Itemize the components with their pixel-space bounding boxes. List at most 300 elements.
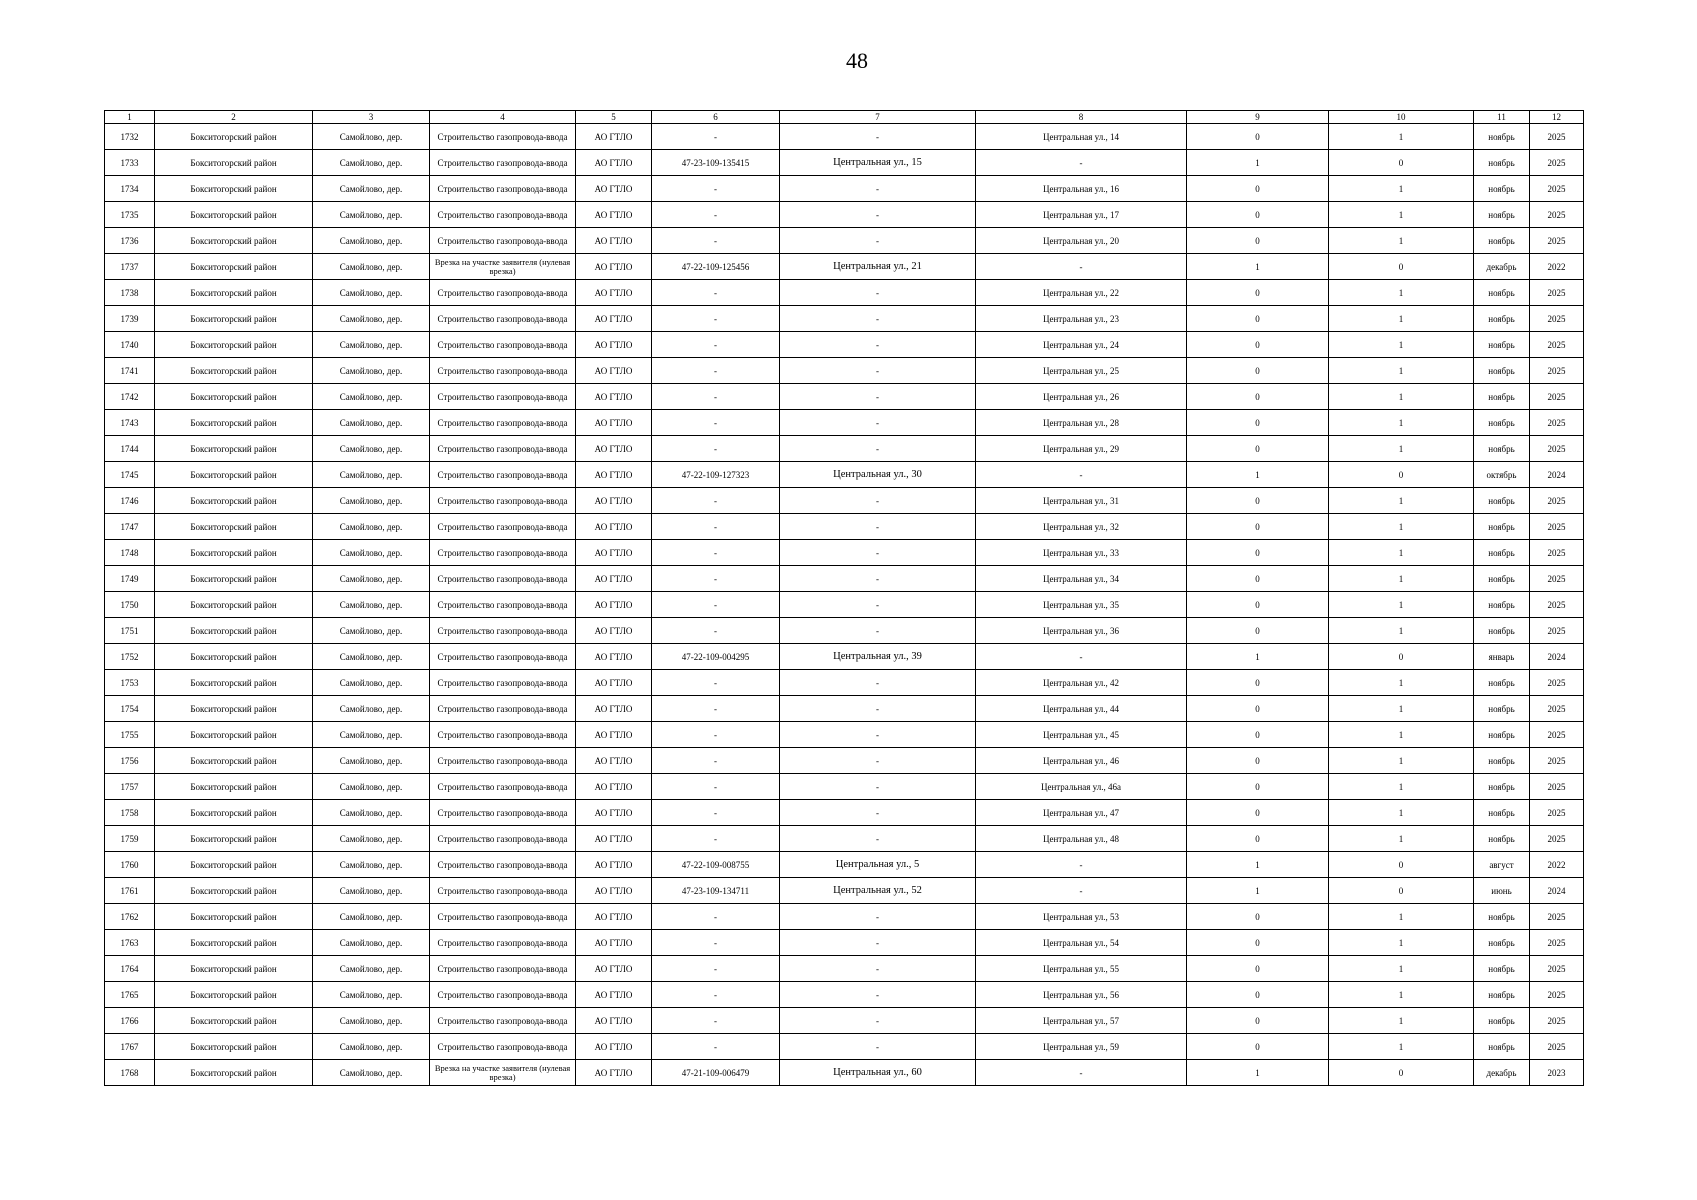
cell-cadastral-number: 47-22-109-127323	[652, 462, 780, 488]
cell-month: ноябрь	[1474, 982, 1530, 1008]
cell-district: Бокситогорский район	[155, 176, 313, 202]
cell-month: ноябрь	[1474, 384, 1530, 410]
cell-count-owned: 0	[1187, 956, 1329, 982]
cell-row-number: 1763	[105, 930, 155, 956]
table-row	[105, 618, 1584, 644]
cell-owned-address: -	[780, 930, 976, 956]
cell-count-owned: 0	[1187, 696, 1329, 722]
cell-district: Бокситогорский район	[155, 982, 313, 1008]
cell-work-type: Строительство газопровода-ввода	[430, 566, 576, 592]
cell-count-applicant: 1	[1329, 306, 1474, 332]
cell-applicant-address: Центральная ул., 35	[976, 592, 1187, 618]
cell-month: ноябрь	[1474, 306, 1530, 332]
cell-settlement: Самойлово, дер.	[313, 124, 430, 150]
cell-month: ноябрь	[1474, 618, 1530, 644]
cell-count-owned: 0	[1187, 280, 1329, 306]
cell-cadastral-number: -	[652, 332, 780, 358]
cell-applicant-address: Центральная ул., 17	[976, 202, 1187, 228]
cell-district: Бокситогорский район	[155, 592, 313, 618]
cell-owned-address: -	[780, 358, 976, 384]
cell-year: 2025	[1530, 514, 1584, 540]
cell-count-owned: 1	[1187, 1060, 1329, 1086]
cell-work-type: Строительство газопровода-ввода	[430, 332, 576, 358]
cell-district: Бокситогорский район	[155, 722, 313, 748]
table-row	[105, 956, 1584, 982]
cell-settlement: Самойлово, дер.	[313, 306, 430, 332]
cell-count-applicant: 1	[1329, 280, 1474, 306]
cell-settlement: Самойлово, дер.	[313, 878, 430, 904]
cell-district: Бокситогорский район	[155, 150, 313, 176]
cell-month: ноябрь	[1474, 514, 1530, 540]
table-row	[105, 1034, 1584, 1060]
cell-row-number: 1760	[105, 852, 155, 878]
cell-month: ноябрь	[1474, 722, 1530, 748]
cell-settlement: Самойлово, дер.	[313, 800, 430, 826]
cell-year: 2025	[1530, 904, 1584, 930]
cell-organization: АО ГТЛО	[576, 280, 652, 306]
table-row	[105, 566, 1584, 592]
cell-district: Бокситогорский район	[155, 462, 313, 488]
cell-count-applicant: 0	[1329, 150, 1474, 176]
cell-count-owned: 0	[1187, 228, 1329, 254]
cell-settlement: Самойлово, дер.	[313, 436, 430, 462]
cell-settlement: Самойлово, дер.	[313, 176, 430, 202]
cell-owned-address: -	[780, 566, 976, 592]
cell-month: ноябрь	[1474, 410, 1530, 436]
cell-count-applicant: 0	[1329, 852, 1474, 878]
cell-owned-address: Центральная ул., 21	[780, 254, 976, 280]
cell-work-type: Строительство газопровода-ввода	[430, 280, 576, 306]
cell-month: ноябрь	[1474, 930, 1530, 956]
cell-owned-address: -	[780, 280, 976, 306]
cell-settlement: Самойлово, дер.	[313, 722, 430, 748]
table-row	[105, 748, 1584, 774]
cell-applicant-address: -	[976, 852, 1187, 878]
cell-district: Бокситогорский район	[155, 280, 313, 306]
cell-month: ноябрь	[1474, 176, 1530, 202]
cell-count-owned: 0	[1187, 1008, 1329, 1034]
cell-cadastral-number: -	[652, 410, 780, 436]
cell-owned-address: Центральная ул., 15	[780, 150, 976, 176]
cell-cadastral-number: 47-22-109-008755	[652, 852, 780, 878]
cell-organization: АО ГТЛО	[576, 332, 652, 358]
cell-owned-address: -	[780, 722, 976, 748]
cell-owned-address: -	[780, 618, 976, 644]
cell-work-type: Строительство газопровода-ввода	[430, 878, 576, 904]
cell-row-number: 1743	[105, 410, 155, 436]
cell-settlement: Самойлово, дер.	[313, 852, 430, 878]
cell-cadastral-number: 47-23-109-134711	[652, 878, 780, 904]
cell-cadastral-number: -	[652, 280, 780, 306]
cell-month: ноябрь	[1474, 566, 1530, 592]
cell-owned-address: Центральная ул., 5	[780, 852, 976, 878]
cell-count-owned: 1	[1187, 462, 1329, 488]
cell-year: 2025	[1530, 1008, 1584, 1034]
cell-district: Бокситогорский район	[155, 488, 313, 514]
cell-row-number: 1753	[105, 670, 155, 696]
table-row	[105, 878, 1584, 904]
cell-owned-address: -	[780, 956, 976, 982]
cell-count-applicant: 1	[1329, 748, 1474, 774]
cell-row-number: 1766	[105, 1008, 155, 1034]
cell-count-owned: 0	[1187, 332, 1329, 358]
cell-settlement: Самойлово, дер.	[313, 1008, 430, 1034]
cell-count-applicant: 0	[1329, 878, 1474, 904]
cell-month: декабрь	[1474, 1060, 1530, 1086]
cell-settlement: Самойлово, дер.	[313, 332, 430, 358]
cell-count-applicant: 1	[1329, 618, 1474, 644]
cell-row-number: 1755	[105, 722, 155, 748]
cell-organization: АО ГТЛО	[576, 1034, 652, 1060]
cell-organization: АО ГТЛО	[576, 540, 652, 566]
cell-count-owned: 0	[1187, 384, 1329, 410]
cell-count-applicant: 1	[1329, 982, 1474, 1008]
cell-settlement: Самойлово, дер.	[313, 774, 430, 800]
cell-row-number: 1747	[105, 514, 155, 540]
table-row	[105, 306, 1584, 332]
cell-count-owned: 0	[1187, 202, 1329, 228]
table-row	[105, 488, 1584, 514]
cell-year: 2025	[1530, 202, 1584, 228]
cell-year: 2024	[1530, 462, 1584, 488]
cell-organization: АО ГТЛО	[576, 618, 652, 644]
cell-cadastral-number: -	[652, 670, 780, 696]
cell-owned-address: -	[780, 592, 976, 618]
cell-work-type: Строительство газопровода-ввода	[430, 540, 576, 566]
table-row	[105, 1060, 1584, 1086]
cell-organization: АО ГТЛО	[576, 566, 652, 592]
cell-owned-address: -	[780, 384, 976, 410]
cell-row-number: 1746	[105, 488, 155, 514]
cell-month: ноябрь	[1474, 696, 1530, 722]
cell-owned-address: -	[780, 124, 976, 150]
cell-row-number: 1752	[105, 644, 155, 670]
table-row	[105, 540, 1584, 566]
cell-district: Бокситогорский район	[155, 436, 313, 462]
cell-settlement: Самойлово, дер.	[313, 384, 430, 410]
cell-owned-address: -	[780, 514, 976, 540]
cell-settlement: Самойлово, дер.	[313, 566, 430, 592]
cell-owned-address: -	[780, 436, 976, 462]
table-row	[105, 852, 1584, 878]
cell-work-type: Врезка на участке заявителя (нулевая врезка)	[430, 254, 576, 280]
cell-year: 2025	[1530, 384, 1584, 410]
cell-count-owned: 1	[1187, 150, 1329, 176]
cell-count-owned: 0	[1187, 436, 1329, 462]
cell-district: Бокситогорский район	[155, 670, 313, 696]
cell-row-number: 1750	[105, 592, 155, 618]
cell-applicant-address: Центральная ул., 22	[976, 280, 1187, 306]
cell-district: Бокситогорский район	[155, 1034, 313, 1060]
table-row	[105, 332, 1584, 358]
table-row	[105, 280, 1584, 306]
cell-month: ноябрь	[1474, 800, 1530, 826]
cell-cadastral-number: -	[652, 1008, 780, 1034]
cell-owned-address: -	[780, 904, 976, 930]
cell-year: 2025	[1530, 956, 1584, 982]
cell-applicant-address: Центральная ул., 53	[976, 904, 1187, 930]
cell-organization: АО ГТЛО	[576, 202, 652, 228]
cell-applicant-address: Центральная ул., 47	[976, 800, 1187, 826]
cell-applicant-address: Центральная ул., 32	[976, 514, 1187, 540]
cell-cadastral-number: -	[652, 566, 780, 592]
cell-row-number: 1733	[105, 150, 155, 176]
cell-district: Бокситогорский район	[155, 202, 313, 228]
cell-organization: АО ГТЛО	[576, 800, 652, 826]
cell-month: август	[1474, 852, 1530, 878]
cell-organization: АО ГТЛО	[576, 592, 652, 618]
cell-work-type: Строительство газопровода-ввода	[430, 384, 576, 410]
table-row	[105, 228, 1584, 254]
cell-count-applicant: 1	[1329, 696, 1474, 722]
cell-row-number: 1756	[105, 748, 155, 774]
cell-row-number: 1757	[105, 774, 155, 800]
cell-settlement: Самойлово, дер.	[313, 982, 430, 1008]
table-row	[105, 254, 1584, 280]
cell-cadastral-number: -	[652, 774, 780, 800]
cell-year: 2025	[1530, 306, 1584, 332]
cell-applicant-address: Центральная ул., 24	[976, 332, 1187, 358]
table-row	[105, 930, 1584, 956]
cell-applicant-address: Центральная ул., 29	[976, 436, 1187, 462]
cell-organization: АО ГТЛО	[576, 514, 652, 540]
cell-cadastral-number: -	[652, 904, 780, 930]
cell-count-owned: 1	[1187, 878, 1329, 904]
cell-owned-address: Центральная ул., 60	[780, 1060, 976, 1086]
table-row	[105, 436, 1584, 462]
cell-applicant-address: Центральная ул., 36	[976, 618, 1187, 644]
cell-cadastral-number: -	[652, 488, 780, 514]
cell-organization: АО ГТЛО	[576, 696, 652, 722]
cell-organization: АО ГТЛО	[576, 826, 652, 852]
cell-district: Бокситогорский район	[155, 826, 313, 852]
cell-month: ноябрь	[1474, 358, 1530, 384]
cell-owned-address: -	[780, 748, 976, 774]
cell-owned-address: -	[780, 410, 976, 436]
cell-row-number: 1749	[105, 566, 155, 592]
cell-applicant-address: Центральная ул., 42	[976, 670, 1187, 696]
table-row	[105, 592, 1584, 618]
cell-district: Бокситогорский район	[155, 852, 313, 878]
cell-organization: АО ГТЛО	[576, 436, 652, 462]
cell-applicant-address: Центральная ул., 23	[976, 306, 1187, 332]
cell-month: ноябрь	[1474, 774, 1530, 800]
cell-district: Бокситогорский район	[155, 384, 313, 410]
cell-settlement: Самойлово, дер.	[313, 150, 430, 176]
column-header-6: 6	[652, 111, 780, 124]
cell-settlement: Самойлово, дер.	[313, 644, 430, 670]
cell-row-number: 1751	[105, 618, 155, 644]
cell-district: Бокситогорский район	[155, 254, 313, 280]
cell-row-number: 1732	[105, 124, 155, 150]
cell-organization: АО ГТЛО	[576, 488, 652, 514]
cell-district: Бокситогорский район	[155, 748, 313, 774]
cell-count-applicant: 1	[1329, 904, 1474, 930]
cell-work-type: Строительство газопровода-ввода	[430, 722, 576, 748]
cell-count-applicant: 1	[1329, 722, 1474, 748]
cell-count-owned: 1	[1187, 852, 1329, 878]
cell-owned-address: -	[780, 982, 976, 1008]
cell-settlement: Самойлово, дер.	[313, 358, 430, 384]
cell-year: 2025	[1530, 150, 1584, 176]
cell-work-type: Строительство газопровода-ввода	[430, 930, 576, 956]
cell-cadastral-number: -	[652, 696, 780, 722]
cell-work-type: Строительство газопровода-ввода	[430, 774, 576, 800]
cell-organization: АО ГТЛО	[576, 1060, 652, 1086]
cell-settlement: Самойлово, дер.	[313, 748, 430, 774]
cell-district: Бокситогорский район	[155, 306, 313, 332]
cell-applicant-address: Центральная ул., 56	[976, 982, 1187, 1008]
cell-work-type: Строительство газопровода-ввода	[430, 150, 576, 176]
cell-owned-address: -	[780, 176, 976, 202]
table-row	[105, 384, 1584, 410]
cell-owned-address: -	[780, 826, 976, 852]
cell-applicant-address: -	[976, 462, 1187, 488]
cell-work-type: Строительство газопровода-ввода	[430, 202, 576, 228]
cell-applicant-address: -	[976, 1060, 1187, 1086]
column-header-1: 1	[105, 111, 155, 124]
cell-cadastral-number: 47-21-109-006479	[652, 1060, 780, 1086]
cell-owned-address: -	[780, 1008, 976, 1034]
cell-work-type: Строительство газопровода-ввода	[430, 670, 576, 696]
cell-year: 2025	[1530, 722, 1584, 748]
cell-count-applicant: 1	[1329, 566, 1474, 592]
cell-month: ноябрь	[1474, 228, 1530, 254]
cell-applicant-address: Центральная ул., 31	[976, 488, 1187, 514]
cell-owned-address: Центральная ул., 52	[780, 878, 976, 904]
cell-year: 2025	[1530, 410, 1584, 436]
cell-work-type: Строительство газопровода-ввода	[430, 618, 576, 644]
cell-applicant-address: Центральная ул., 59	[976, 1034, 1187, 1060]
cell-count-owned: 0	[1187, 826, 1329, 852]
cell-row-number: 1758	[105, 800, 155, 826]
cell-row-number: 1736	[105, 228, 155, 254]
cell-applicant-address: Центральная ул., 46а	[976, 774, 1187, 800]
cell-settlement: Самойлово, дер.	[313, 904, 430, 930]
table-row	[105, 774, 1584, 800]
cell-year: 2025	[1530, 280, 1584, 306]
cell-district: Бокситогорский район	[155, 124, 313, 150]
cell-month: ноябрь	[1474, 1034, 1530, 1060]
cell-owned-address: -	[780, 774, 976, 800]
cell-cadastral-number: -	[652, 540, 780, 566]
cell-cadastral-number: -	[652, 306, 780, 332]
cell-row-number: 1745	[105, 462, 155, 488]
cell-organization: АО ГТЛО	[576, 930, 652, 956]
cell-district: Бокситогорский район	[155, 774, 313, 800]
cell-settlement: Самойлово, дер.	[313, 514, 430, 540]
column-header-3: 3	[313, 111, 430, 124]
table-row	[105, 982, 1584, 1008]
cell-row-number: 1741	[105, 358, 155, 384]
cell-settlement: Самойлово, дер.	[313, 488, 430, 514]
cell-owned-address: -	[780, 228, 976, 254]
cell-year: 2025	[1530, 618, 1584, 644]
cell-month: ноябрь	[1474, 592, 1530, 618]
cell-work-type: Строительство газопровода-ввода	[430, 358, 576, 384]
cell-cadastral-number: -	[652, 722, 780, 748]
cell-row-number: 1754	[105, 696, 155, 722]
cell-district: Бокситогорский район	[155, 566, 313, 592]
cell-work-type: Строительство газопровода-ввода	[430, 306, 576, 332]
cell-cadastral-number: -	[652, 176, 780, 202]
cell-count-owned: 1	[1187, 254, 1329, 280]
cell-cadastral-number: -	[652, 618, 780, 644]
cell-cadastral-number: -	[652, 436, 780, 462]
cell-count-applicant: 1	[1329, 410, 1474, 436]
table-row	[105, 124, 1584, 150]
cell-applicant-address: Центральная ул., 57	[976, 1008, 1187, 1034]
cell-row-number: 1767	[105, 1034, 155, 1060]
cell-cadastral-number: -	[652, 592, 780, 618]
cell-work-type: Строительство газопровода-ввода	[430, 462, 576, 488]
cell-count-owned: 0	[1187, 722, 1329, 748]
cell-count-applicant: 1	[1329, 514, 1474, 540]
cell-district: Бокситогорский район	[155, 410, 313, 436]
cell-owned-address: Центральная ул., 39	[780, 644, 976, 670]
cell-row-number: 1742	[105, 384, 155, 410]
cell-work-type: Строительство газопровода-ввода	[430, 800, 576, 826]
cell-cadastral-number: -	[652, 748, 780, 774]
cell-applicant-address: Центральная ул., 44	[976, 696, 1187, 722]
cell-district: Бокситогорский район	[155, 878, 313, 904]
cell-month: ноябрь	[1474, 280, 1530, 306]
cell-count-applicant: 1	[1329, 1008, 1474, 1034]
cell-month: ноябрь	[1474, 670, 1530, 696]
cell-count-owned: 0	[1187, 566, 1329, 592]
cell-work-type: Строительство газопровода-ввода	[430, 410, 576, 436]
column-header-11: 11	[1474, 111, 1530, 124]
cell-year: 2025	[1530, 1034, 1584, 1060]
column-header-10: 10	[1329, 111, 1474, 124]
cell-year: 2025	[1530, 774, 1584, 800]
cell-cadastral-number: -	[652, 228, 780, 254]
cell-row-number: 1744	[105, 436, 155, 462]
column-header-7: 7	[780, 111, 976, 124]
cell-count-applicant: 1	[1329, 930, 1474, 956]
cell-settlement: Самойлово, дер.	[313, 1060, 430, 1086]
cell-settlement: Самойлово, дер.	[313, 670, 430, 696]
cell-row-number: 1738	[105, 280, 155, 306]
cell-work-type: Строительство газопровода-ввода	[430, 852, 576, 878]
cell-district: Бокситогорский район	[155, 904, 313, 930]
cell-month: ноябрь	[1474, 332, 1530, 358]
column-header-5: 5	[576, 111, 652, 124]
page-number: 48	[846, 48, 868, 73]
column-header-8: 8	[976, 111, 1187, 124]
cell-month: январь	[1474, 644, 1530, 670]
cell-applicant-address: Центральная ул., 48	[976, 826, 1187, 852]
cell-count-applicant: 0	[1329, 1060, 1474, 1086]
cell-year: 2025	[1530, 540, 1584, 566]
cell-organization: АО ГТЛО	[576, 176, 652, 202]
cell-applicant-address: Центральная ул., 34	[976, 566, 1187, 592]
cell-organization: АО ГТЛО	[576, 644, 652, 670]
cell-settlement: Самойлово, дер.	[313, 618, 430, 644]
cell-month: ноябрь	[1474, 436, 1530, 462]
cell-work-type: Строительство газопровода-ввода	[430, 592, 576, 618]
cell-cadastral-number: -	[652, 956, 780, 982]
cell-cadastral-number: -	[652, 930, 780, 956]
cell-cadastral-number: -	[652, 1034, 780, 1060]
cell-applicant-address: Центральная ул., 14	[976, 124, 1187, 150]
cell-organization: АО ГТЛО	[576, 306, 652, 332]
cell-owned-address: -	[780, 670, 976, 696]
cell-year: 2025	[1530, 228, 1584, 254]
cell-count-applicant: 1	[1329, 176, 1474, 202]
table-row	[105, 696, 1584, 722]
cell-organization: АО ГТЛО	[576, 150, 652, 176]
